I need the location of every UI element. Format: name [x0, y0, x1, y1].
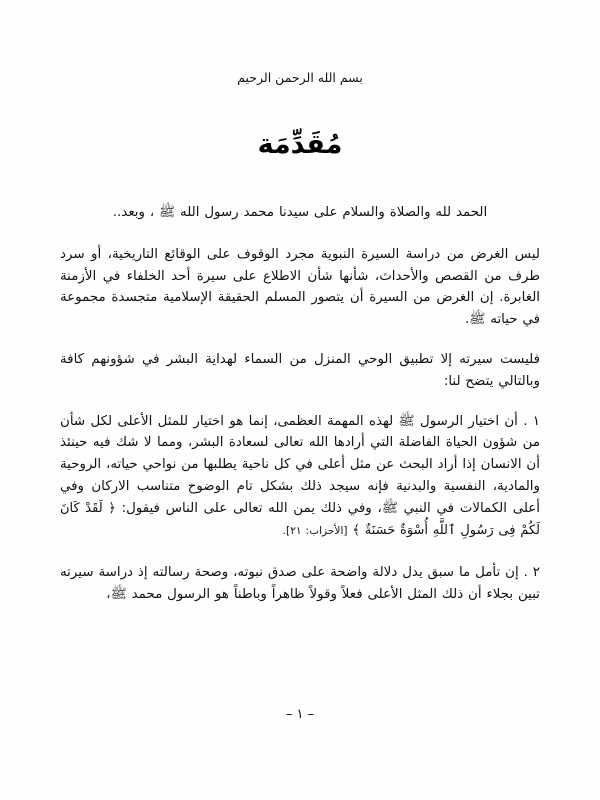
paragraph-revelation-application: فليست سيرته إلا تطبيق الوحي المنزل من السماء لهداية البشر في شؤونهم كافة وبالتالي يتضح لنا:: [60, 351, 540, 389]
basmala-line: بسم الله الرحمن الرحيم: [237, 70, 363, 85]
point-one-text: ١ . أن اختيار الرسول ﷺ لهذه المهمة العظمى، إنما هو اختيار للمثل الأعلى لكل شأن من شؤون الحياة الفاضلة التي أرادها الله تعالى لسعادة البشر، ومما لا شك فيه حينئذ أن الانسان إذا أراد البحث عن مثل أعلى في كل ناحية يطلبها من نواحي حياته، الروحية والمادية، النفسية والبدنية فإنه سيجد ذلك بشكل تام الوضوح متناسب الاركان وفي أعلى الكمالات في النبي ﷺ، وفي ذلك يمن الله تعالى على الناس فيقول:: [60, 413, 540, 516]
page-content: [60, 70, 540, 626]
quran-reference: [الأحزاب: ٢١].: [282, 524, 348, 537]
paragraph-point-one: [60, 411, 540, 543]
page-title: مُقَدِّمَة: [257, 129, 343, 160]
paragraph-opening-praise: الحمد لله والصلاة والسلام على سيدنا محمد رسول الله ﷺ ، وبعد..: [112, 205, 488, 220]
page-number: – ١ –: [285, 707, 315, 722]
quran-verse: ﴿ لَقَدْ كَانَ لَكُمْ فِى رَسُولِ ٱللَّهِ أُسْوَةٌ حَسَنَةٌ ﴾: [60, 500, 540, 538]
paragraph-point-two: ٢ . إن تأمل ما سبق يدل دلالة واضحة على صدق نبوته، وصحة رسالته إذ دراسة سيرته تبين بجلاء أن ذلك المثل الأعلى فعلاً وقولاً ظاهراً وباطناً هو الرسول محمد ﷺ،: [60, 565, 540, 603]
paragraph-purpose-of-sirah: ليس الغرض من دراسة السيرة النبوية مجرد الوقوف على الوقائع التاريخية، أو سرد طرف من القصص والأحداث، شأنها شأن الاطلاع على سيرة أحد الخلفاء في الأزمنة الغابرة. إن الغرض من السيرة أن يتصور المسلم الحقيقة الإسلامية متجسدة مجموعة في حياته ﷺ.: [60, 246, 540, 328]
